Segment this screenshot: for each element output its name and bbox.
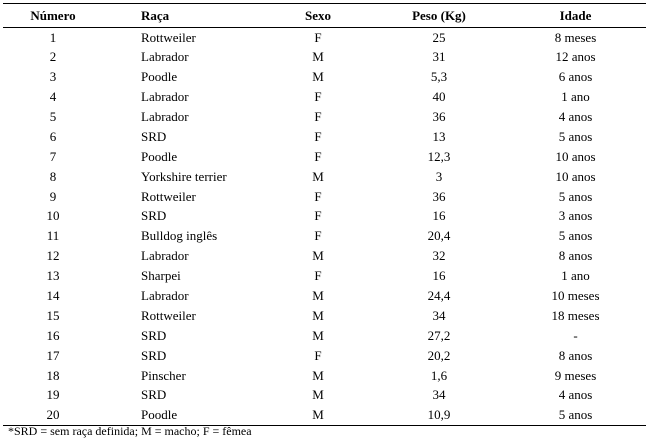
table-row bbox=[3, 286, 646, 306]
cell-idade: 8 anos bbox=[558, 347, 593, 363]
cell-sexo: F bbox=[314, 109, 322, 124]
cell-idade: 5 anos bbox=[558, 128, 593, 144]
table-row bbox=[3, 326, 646, 346]
cell-raca: SRD bbox=[141, 327, 167, 343]
cell-sexo: M bbox=[263, 405, 373, 425]
cell-sexo: F bbox=[314, 228, 322, 244]
header-row bbox=[3, 4, 646, 28]
cell-idade: 5 anos bbox=[558, 188, 593, 204]
cell-idade: 4 anos bbox=[558, 387, 593, 403]
cell-numero: 3 bbox=[49, 69, 57, 85]
cell-raca: SRD bbox=[141, 208, 167, 224]
cell-numero: 8 bbox=[49, 168, 57, 184]
cell-numero: 4 bbox=[49, 89, 57, 105]
header-raca: Raça bbox=[103, 4, 263, 28]
cell-idade: 4 anos bbox=[558, 109, 593, 124]
cell-raca: Labrador bbox=[141, 109, 189, 124]
cell-sexo: M bbox=[312, 367, 324, 383]
table-header bbox=[3, 4, 646, 28]
cell-idade: 5 anos bbox=[558, 228, 593, 244]
cell-peso: 16 bbox=[432, 208, 446, 224]
table-row bbox=[3, 87, 646, 107]
cell-peso: 1,6 bbox=[430, 367, 448, 383]
cell-peso: 27,2 bbox=[427, 327, 451, 343]
cell-sexo: F bbox=[314, 268, 322, 284]
cell-peso: 32 bbox=[432, 248, 446, 264]
table-row bbox=[3, 266, 646, 286]
table-row bbox=[3, 306, 646, 326]
cell-numero: 16 bbox=[46, 327, 60, 343]
cell-raca: Labrador bbox=[141, 49, 189, 65]
cell-peso: 36 bbox=[432, 188, 446, 204]
cell-idade: 10 meses bbox=[551, 288, 600, 304]
header-sexo: Sexo bbox=[263, 4, 373, 28]
cell-idade: 10 anos bbox=[555, 148, 596, 164]
cell-peso: 40 bbox=[432, 89, 446, 105]
cell-peso: 20,2 bbox=[427, 347, 451, 363]
cell-sexo: M bbox=[312, 327, 324, 343]
cell-sexo: F bbox=[314, 89, 322, 105]
cell-numero: 6 bbox=[49, 128, 57, 144]
cell-raca: Rottweiler bbox=[141, 307, 196, 323]
cell-peso: 31 bbox=[432, 49, 446, 65]
cell-raca: Pinscher bbox=[141, 367, 186, 383]
cell-idade: 8 meses bbox=[554, 29, 597, 45]
cell-raca: Poodle bbox=[103, 405, 263, 425]
cell-peso: 34 bbox=[432, 387, 446, 403]
cell-raca: Yorkshire terrier bbox=[141, 168, 227, 184]
cell-sexo: F bbox=[314, 208, 322, 224]
cell-idade: 9 meses bbox=[554, 367, 597, 383]
cell-numero: 12 bbox=[46, 248, 60, 264]
cell-sexo: M bbox=[312, 307, 324, 323]
cell-numero: 10 bbox=[46, 208, 60, 224]
table-row bbox=[3, 366, 646, 386]
cell-numero: 11 bbox=[46, 228, 60, 244]
table-row bbox=[3, 127, 646, 147]
table-body bbox=[3, 28, 646, 426]
cell-peso: 13 bbox=[432, 128, 446, 144]
cell-numero: 20 bbox=[3, 405, 103, 425]
cell-sexo: F bbox=[314, 188, 322, 204]
cell-raca: Rottweiler bbox=[141, 29, 196, 45]
cell-peso: 20,4 bbox=[427, 228, 451, 244]
table-row bbox=[3, 47, 646, 67]
cell-sexo: M bbox=[312, 387, 324, 403]
table-row bbox=[3, 405, 646, 425]
table-row bbox=[3, 28, 646, 48]
cell-raca: SRD bbox=[141, 347, 167, 363]
table-row bbox=[3, 67, 646, 87]
table-row bbox=[3, 167, 646, 187]
cell-sexo: M bbox=[312, 69, 324, 85]
cell-numero: 7 bbox=[49, 148, 57, 164]
cell-sexo: F bbox=[314, 148, 322, 164]
cell-peso: 5,3 bbox=[430, 69, 448, 85]
cell-sexo: M bbox=[312, 49, 324, 65]
cell-peso: 10,9 bbox=[373, 405, 505, 425]
cell-idade: 5 anos bbox=[505, 405, 646, 425]
cell-raca: Bulldog inglês bbox=[141, 228, 218, 244]
cell-numero: 9 bbox=[49, 188, 57, 204]
cell-sexo: F bbox=[314, 29, 322, 45]
cell-peso: 12,3 bbox=[427, 148, 451, 164]
cell-numero: 5 bbox=[49, 109, 57, 124]
cell-peso: 25 bbox=[432, 29, 446, 45]
cell-idade: 1 ano bbox=[561, 268, 590, 284]
cell-peso: 34 bbox=[432, 307, 446, 323]
cell-idade: - bbox=[573, 327, 578, 343]
cell-numero: 15 bbox=[46, 307, 60, 323]
header-peso: Peso (Kg) bbox=[373, 4, 505, 28]
cell-raca: Poodle bbox=[141, 148, 178, 164]
cell-raca: Labrador bbox=[141, 248, 189, 264]
cell-peso: 36 bbox=[432, 109, 446, 124]
table-row bbox=[3, 187, 646, 207]
table-row bbox=[3, 107, 646, 127]
cell-idade: 18 meses bbox=[551, 307, 600, 323]
cell-raca: Labrador bbox=[141, 89, 189, 105]
cell-sexo: F bbox=[314, 128, 322, 144]
cell-numero: 17 bbox=[46, 347, 60, 363]
cell-idade: 3 anos bbox=[558, 208, 593, 224]
cell-idade: 12 anos bbox=[555, 49, 596, 65]
dog-data-table bbox=[3, 3, 646, 426]
cell-raca: Labrador bbox=[141, 288, 189, 304]
cell-raca: Poodle bbox=[141, 69, 178, 85]
cell-numero: 2 bbox=[49, 49, 57, 65]
table-row bbox=[3, 346, 646, 366]
cell-peso: 3 bbox=[435, 168, 443, 184]
table-row bbox=[3, 386, 646, 406]
cell-idade: 1 ano bbox=[561, 89, 590, 105]
cell-numero: 14 bbox=[46, 288, 60, 304]
table-footnote: *SRD = sem raça definida; M = macho; F = fêmea bbox=[8, 424, 252, 438]
table-row bbox=[3, 226, 646, 246]
cell-numero: 19 bbox=[46, 387, 60, 403]
cell-raca: Rottweiler bbox=[141, 188, 196, 204]
header-idade: Idade bbox=[505, 4, 646, 28]
cell-sexo: M bbox=[312, 248, 324, 264]
cell-numero: 18 bbox=[46, 367, 60, 383]
cell-sexo: M bbox=[312, 168, 324, 184]
cell-idade: 6 anos bbox=[558, 69, 593, 85]
cell-raca: SRD bbox=[141, 387, 167, 403]
cell-sexo: F bbox=[314, 347, 322, 363]
cell-raca: Sharpei bbox=[141, 268, 181, 284]
cell-peso: 16 bbox=[432, 268, 446, 284]
table-row bbox=[3, 147, 646, 167]
cell-idade: 10 anos bbox=[555, 168, 596, 184]
cell-numero: 1 bbox=[49, 29, 57, 45]
cell-peso: 24,4 bbox=[427, 288, 451, 304]
cell-sexo: M bbox=[312, 288, 324, 304]
cell-numero: 13 bbox=[46, 268, 60, 284]
header-numero: Número bbox=[3, 4, 103, 28]
cell-idade: 8 anos bbox=[558, 248, 593, 264]
table-row bbox=[3, 207, 646, 227]
table-row bbox=[3, 246, 646, 266]
cell-raca: SRD bbox=[141, 128, 167, 144]
